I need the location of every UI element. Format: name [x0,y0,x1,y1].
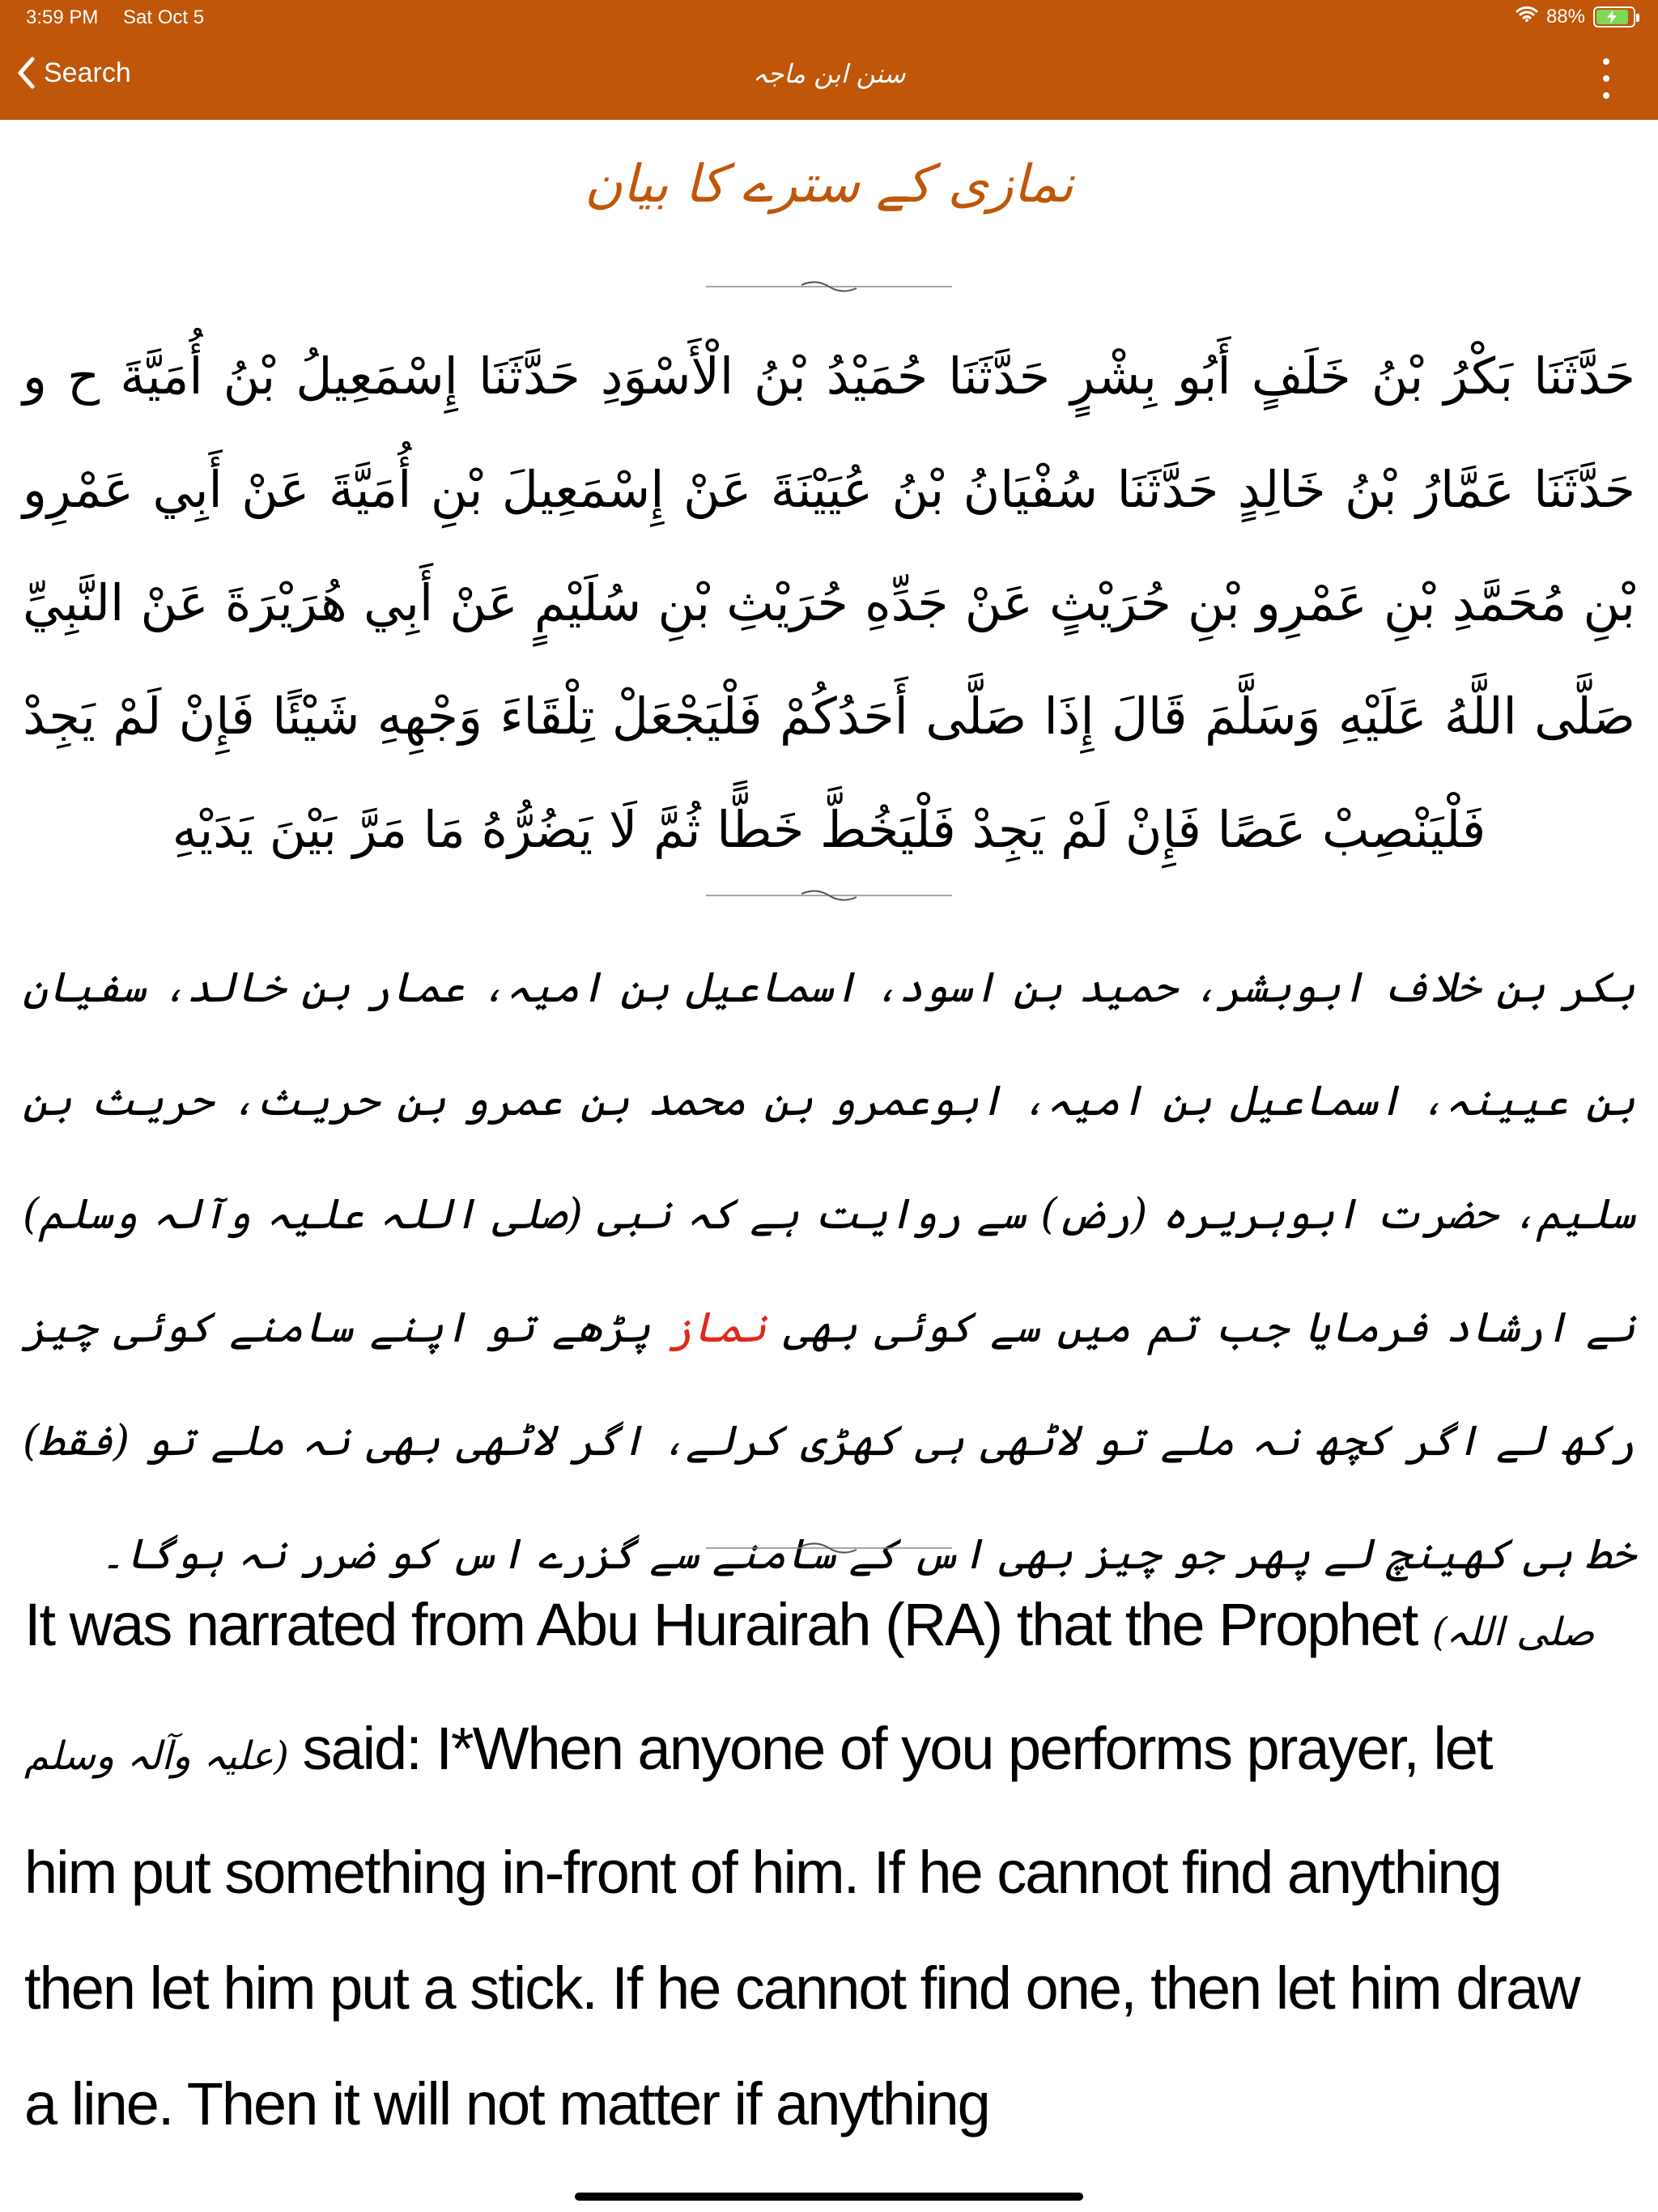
hadith-english-translation [24,1567,1595,2162]
back-button[interactable] [16,57,131,89]
more-vertical-icon[interactable] [1596,58,1616,99]
urdu-text-part-1: بکر بن خلاف ابوبشر، حمید بن اسود، اسماعیل بن امیہ، عمار بن خالد، سفیان بن عیینہ، اسماعیل بن امیہ، ابوعمرو بن محمد بن عمرو بن حریث، حریث بن سلیم، حضرت ابوہریرہ (رض) سے روایت ہے کہ نبی (صلی اللہ علیہ وآلہ وسلم) نے ارشاد فرمایا جب تم میں سے کوئی بھی [23,963,1636,1352]
nav-title: سنن ابن ماجہ [752,58,906,89]
ornament-divider [706,1537,952,1561]
ornament-divider [706,275,952,300]
status-date: Sat Oct 5 [123,6,205,28]
status-time: 3:59 PM [26,6,99,28]
english-honorific: (صلی اللہ علیہ وآلہ وسلم) [24,1610,1595,1779]
hadith-urdu-translation [23,931,1635,1611]
home-indicator[interactable] [575,2193,1083,2201]
battery-tip [1636,14,1639,22]
status-right-group [1516,5,1635,28]
back-button-label: Search [44,57,131,88]
chevron-left-icon [16,57,36,89]
hadith-arabic-text: حَدَّثَنَا بَكْرُ بْنُ خَلَفٍ أَبُو بِشْرٍ حَدَّثَنَا حُمَيْدُ بْنُ الْأَسْوَدِ حَدَّثَنَا إِسْمَعِيلُ بْنُ أُمَيَّةَ ح و حَدَّثَنَا عَمَّارُ بْنُ خَالِدٍ حَدَّثَنَا سُفْيَانُ بْنُ عُيَيْنَةَ عَنْ إِسْمَعِيلَ بْنِ أُمَيَّةَ عَنْ أَبِي عَمْرِو بْنِ مُحَمَّدِ بْنِ عَمْرِو بْنِ حُرَيْثٍ عَنْ جَدِّهِ حُرَيْثِ بْنِ سُلَيْمٍ عَنْ أَبِي هُرَيْرَةَ عَنْ النَّبِيِّ صَلَّى اللَّهُ عَلَيْهِ وَسَلَّمَ قَالَ إِذَا صَلَّى أَحَدُكُمْ فَلْيَجْعَلْ تِلْقَاءَ وَجْهِهِ شَيْئًا فَإِنْ لَمْ يَجِدْ فَلْيَنْصِبْ عَصًا فَإِنْ لَمْ يَجِدْ فَلْيَخُطَّ خَطًّا ثُمَّ لَا يَضُرُّهُ مَا مَرَّ بَيْنَ يَدَيْهِ [23,347,1635,859]
urdu-highlight-word: نماز [667,1304,767,1352]
status-bar [0,0,1658,39]
wifi-icon [1516,5,1538,28]
battery-fill [1596,10,1628,24]
english-text-part-1: It was narrated from Abu Hurairah (RA) that the Prophet [24,1591,1418,1658]
charging-bolt-icon [1607,11,1617,23]
urdu-text-part-2: پڑھے تو اپنے سامنے کوئی چیز رکھ لے اگر کچھ نہ ملے تو لاٹھی ہی کھڑی کرلے، اگر لاٹھی بھی نہ ملے تو (فقط) خط ہی کھینچ لے پھر جو چیز بھی اس کے سامنے سے گزرے اس کو ضرر نہ ہوگا۔ [23,1304,1635,1579]
battery-icon [1593,6,1635,28]
chapter-title: نمازی کے سترے کا بیان [585,155,1073,215]
battery-percent: 88% [1545,5,1585,28]
nav-row [0,50,1658,107]
navigation-bar [0,0,1658,120]
english-text-part-2: said: I*When anyone of you performs prayer, let him put something in-front of him. If he cannot find anything then let him put a stick. If he cannot find one, then let him draw a line. Then it will not matter if anything [24,1715,1579,2138]
ornament-divider [706,884,952,908]
